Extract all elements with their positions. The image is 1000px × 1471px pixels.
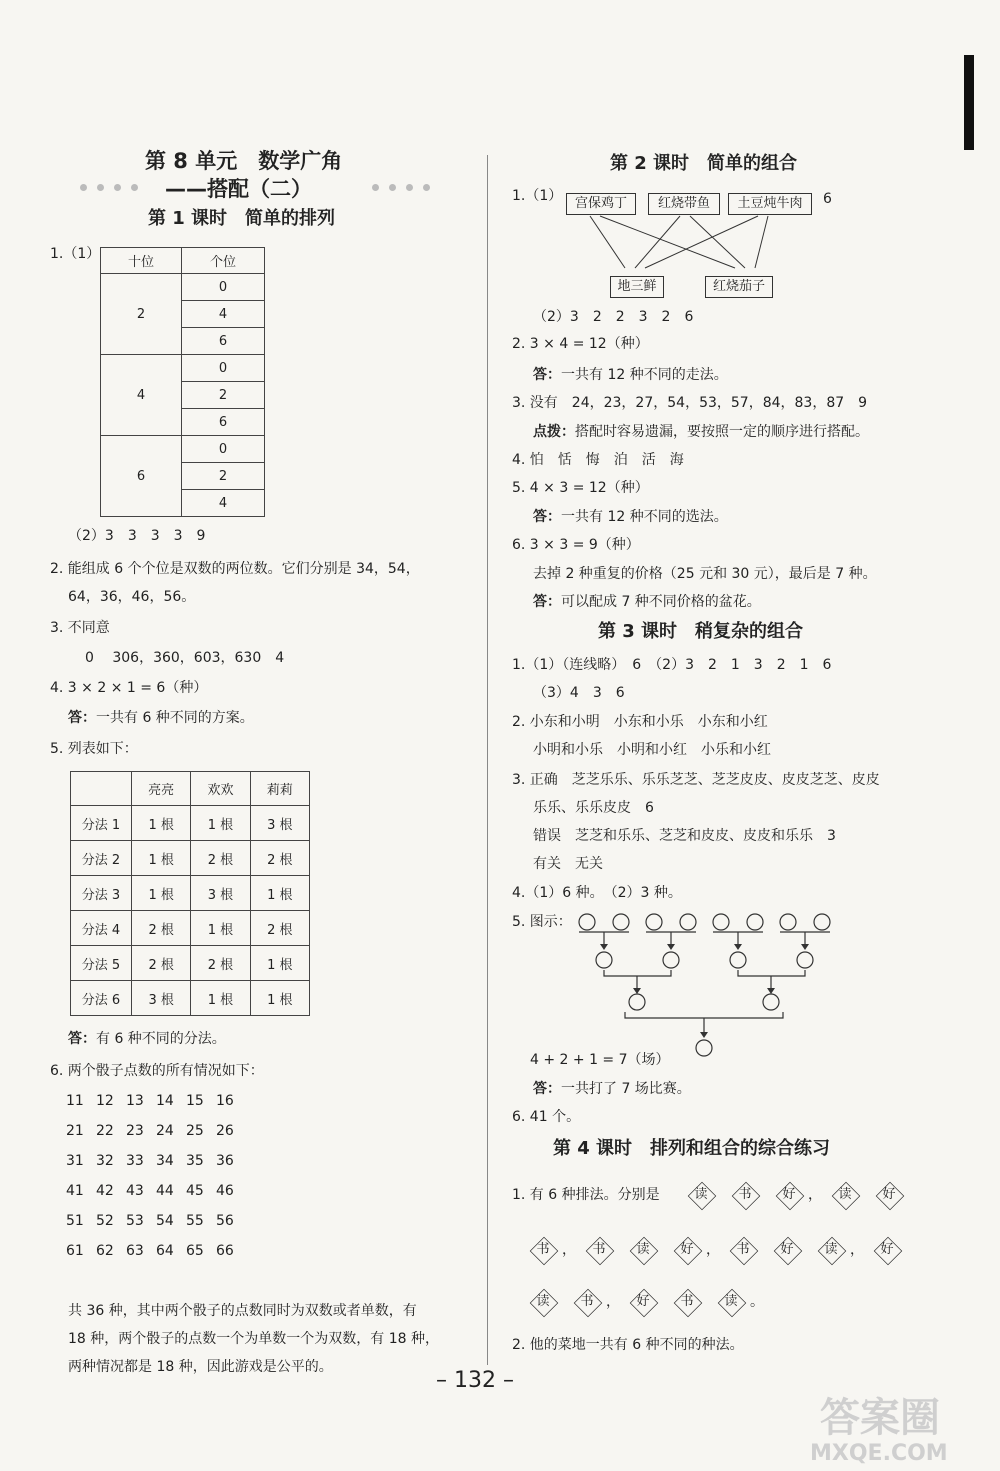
word-diamond: 读 [832, 1182, 858, 1208]
dice-outcome: 23 [126, 1123, 144, 1139]
dice-outcome: 33 [126, 1153, 144, 1169]
dice-outcome: 16 [216, 1093, 234, 1109]
team-circle [780, 914, 796, 930]
dice-outcome: 44 [156, 1183, 174, 1199]
q2-line1: 2. 能组成 6 个个位是双数的两位数。它们分别是 34，54， [50, 561, 420, 577]
edge-mark [964, 55, 974, 150]
dice-outcome: 26 [216, 1123, 234, 1139]
row-label: 分法 2 [71, 841, 132, 876]
dice-outcome: 51 [66, 1213, 84, 1229]
dice-outcome: 52 [96, 1213, 114, 1229]
r2: 2. 3 × 4 = 12（种） [512, 336, 649, 352]
separator: ， [706, 1242, 720, 1258]
s4: 4.（1）6 种。 （2）3 种。 [512, 885, 682, 901]
s6: 6. 41 个。 [512, 1109, 581, 1125]
arrowheads [600, 944, 809, 950]
s2-line2: 小明和小乐 小明和小红 小乐和小红 [533, 742, 771, 758]
word-diamond: 书 [732, 1182, 758, 1208]
winner-circle [730, 952, 746, 968]
dice-outcome: 32 [96, 1153, 114, 1169]
table-cell: 1 根 [132, 806, 191, 841]
r6-detail: 去掉 2 种重复的价格（25 元和 30 元），最后是 7 种。 [533, 566, 877, 582]
r3: 3. 没有 24，23，27，54，53，57，84，83，87 9 [512, 395, 868, 411]
dice-outcome: 62 [96, 1243, 114, 1259]
s5-answer: 答：一共打了 7 场比赛。 [533, 1081, 691, 1097]
connect-line [690, 216, 745, 268]
word-diamond: 读 [718, 1289, 744, 1315]
team-circle [713, 914, 729, 930]
tens-cell: 4 [101, 355, 182, 436]
r1-part2: （2）3 2 2 3 2 6 [533, 309, 694, 325]
table-cell: 3 根 [132, 981, 191, 1016]
r5: 5. 4 × 3 = 12（种） [512, 480, 649, 496]
ones-cell: 2 [182, 463, 265, 490]
row-label: 分法 1 [71, 806, 132, 841]
tournament-diagram [565, 908, 845, 1073]
r5-answer: 答：一共有 12 种不同的选法。 [533, 509, 728, 525]
table-cell: 2 根 [191, 841, 250, 876]
dice-outcome: 13 [126, 1093, 144, 1109]
q3-line1: 3. 不同意 [50, 620, 110, 636]
s2-line1: 2. 小东和小明 小东和小乐 小东和小红 [512, 714, 768, 730]
table-cell: 2 根 [132, 946, 191, 981]
dice-outcome: 66 [216, 1243, 234, 1259]
word-diamond: 好 [630, 1289, 656, 1315]
connect-line [645, 216, 758, 268]
q6-line1: 6. 两个骰子点数的所有情况如下： [50, 1063, 264, 1079]
dish-box-top: 土豆炖牛肉 [728, 193, 812, 215]
watermark-url: MXQE.COM [810, 1441, 948, 1466]
s5-equation: 4 + 2 + 1 = 7（场） [530, 1052, 670, 1068]
ones-cell: 0 [182, 355, 265, 382]
s3-line1: 3. 正确 芝芝乐乐、乐乐芝芝、芝芝皮皮、皮皮芝芝、皮皮 [512, 772, 880, 788]
team-circle [747, 914, 763, 930]
dice-outcome: 65 [186, 1243, 204, 1259]
dice-outcome: 11 [66, 1093, 84, 1109]
r4: 4. 怕 恬 悔 泊 活 海 [512, 452, 684, 468]
r1-label: 1.（1） [512, 188, 563, 204]
ones-cell: 6 [182, 409, 265, 436]
row-label: 分法 6 [71, 981, 132, 1016]
r6-answer: 答：可以配成 7 种不同价格的盆花。 [533, 594, 761, 610]
team-circle [613, 914, 629, 930]
header-tens: 十位 [101, 248, 182, 274]
table-cell: 1 根 [191, 806, 250, 841]
separator: ， [562, 1242, 576, 1258]
q6-conclusion-2: 18 种，两个骰子的点数一个为单数一个为双数，有 18 种， [68, 1331, 439, 1347]
ones-cell: 0 [182, 436, 265, 463]
word-diamond: 好 [874, 1237, 900, 1263]
word-diamond: 书 [574, 1289, 600, 1315]
page-number: – 132 – [436, 1368, 514, 1393]
dish-box-bottom: 地三鲜 [610, 276, 664, 298]
r6: 6. 3 × 3 = 9（种） [512, 537, 640, 553]
header-cell [71, 772, 132, 806]
word-diamond: 读 [530, 1289, 556, 1315]
word-diamond: 好 [776, 1182, 802, 1208]
team-circle [814, 914, 830, 930]
dice-outcome: 12 [96, 1093, 114, 1109]
ones-cell: 2 [182, 382, 265, 409]
table-cell: 1 根 [132, 876, 191, 911]
semifinal-circle [763, 994, 779, 1010]
q1-label: 1.（1） [50, 246, 101, 262]
r2-answer: 答：一共有 12 种不同的走法。 [533, 367, 728, 383]
q5-line1: 5. 列表如下： [50, 741, 138, 757]
table-cell: 3 根 [250, 806, 309, 841]
t2: 2. 他的菜地一共有 6 种不同的种法。 [512, 1337, 744, 1353]
dice-outcome: 35 [186, 1153, 204, 1169]
dice-outcome: 45 [186, 1183, 204, 1199]
separator: ， [808, 1187, 822, 1203]
lesson3-title: 第 3 课时 稍复杂的组合 [598, 621, 804, 642]
row-label: 分法 3 [71, 876, 132, 911]
word-diamond: 好 [674, 1237, 700, 1263]
s1: 1.（1）（连线略） 6 （2）3 2 1 3 2 1 6 [512, 657, 832, 673]
dice-outcome: 56 [216, 1213, 234, 1229]
dice-outcome: 31 [66, 1153, 84, 1169]
dice-outcome: 14 [156, 1093, 174, 1109]
decor-dots-left [80, 176, 148, 186]
word-diamond: 好 [774, 1237, 800, 1263]
team-circle [646, 914, 662, 930]
dice-outcome: 34 [156, 1153, 174, 1169]
dice-outcome: 64 [156, 1243, 174, 1259]
dice-outcome: 22 [96, 1123, 114, 1139]
dice-outcome: 46 [216, 1183, 234, 1199]
word-diamond: 读 [688, 1182, 714, 1208]
q1-part2: （2）3 3 3 3 9 [68, 528, 206, 544]
decor-dots-right [372, 176, 440, 186]
q4-answer: 答：一共有 6 种不同的方案。 [68, 710, 254, 726]
s3-line4: 有关 无关 [533, 856, 603, 872]
word-diamond: 书 [674, 1289, 700, 1315]
dice-outcome: 63 [126, 1243, 144, 1259]
row-label: 分法 5 [71, 946, 132, 981]
dice-outcome: 54 [156, 1213, 174, 1229]
division-table [70, 771, 310, 1016]
round1-connectors [579, 932, 830, 948]
winner-circle [797, 952, 813, 968]
s3-line3: 错误 芝芝和乐乐、芝芝和皮皮、皮皮和乐乐 3 [533, 828, 836, 844]
lesson2-title: 第 2 课时 简单的组合 [610, 153, 798, 174]
q2-line2: 64，36，46，56。 [68, 589, 196, 605]
tens-cell: 6 [101, 436, 182, 517]
column-divider [487, 155, 488, 1365]
word-diamond: 读 [818, 1237, 844, 1263]
dice-outcome: 15 [186, 1093, 204, 1109]
t1: 1. 有 6 种排法。分别是 [512, 1187, 660, 1203]
r3-tip: 点拨：搭配时容易遗漏，要按照一定的顺序进行搭配。 [533, 424, 869, 440]
word-diamond: 书 [730, 1237, 756, 1263]
word-diamond: 好 [876, 1182, 902, 1208]
q3-line2: 0 306，360，603，630 4 [85, 650, 285, 666]
separator: ， [606, 1294, 620, 1310]
dice-outcome: 24 [156, 1123, 174, 1139]
ones-cell: 0 [182, 274, 265, 301]
end-period: 。 [750, 1294, 764, 1310]
dice-outcome: 42 [96, 1183, 114, 1199]
unit-title: 第 8 单元 数学广角 [145, 149, 343, 173]
q4-line1: 4. 3 × 2 × 1 = 6（种） [50, 680, 208, 696]
row-label: 分法 4 [71, 911, 132, 946]
dish-box-top: 红烧带鱼 [648, 193, 720, 215]
table-cell: 2 根 [191, 946, 250, 981]
table-cell: 3 根 [191, 876, 250, 911]
dish-box-top: 宫保鸡丁 [566, 193, 636, 215]
dice-outcome: 53 [126, 1213, 144, 1229]
ones-cell: 4 [182, 490, 265, 517]
table-cell: 2 根 [250, 911, 309, 946]
header-ones: 个位 [182, 248, 265, 274]
header-cell: 欢欢 [191, 772, 250, 806]
s1-part3: （3）4 3 6 [533, 685, 625, 701]
table-cell: 2 根 [132, 911, 191, 946]
winner-circle [663, 952, 679, 968]
word-diamond: 书 [586, 1237, 612, 1263]
header-cell: 莉莉 [250, 772, 309, 806]
team-circle [579, 914, 595, 930]
q5-answer: 答：有 6 种不同的分法。 [68, 1031, 226, 1047]
team-circle [680, 914, 696, 930]
unit-subtitle: ——搭配（二） [165, 177, 312, 201]
lesson4-title: 第 4 课时 排列和组合的综合练习 [553, 1138, 831, 1159]
dice-outcome: 25 [186, 1123, 204, 1139]
dice-outcome: 36 [216, 1153, 234, 1169]
dice-outcome: 43 [126, 1183, 144, 1199]
semifinal-circle [629, 994, 645, 1010]
table-cell: 1 根 [250, 876, 309, 911]
winner-circle [596, 952, 612, 968]
table-cell: 2 根 [250, 841, 309, 876]
connect-line [755, 216, 768, 268]
dice-outcome: 61 [66, 1243, 84, 1259]
ones-cell: 4 [182, 301, 265, 328]
word-diamond: 读 [630, 1237, 656, 1263]
dice-outcome: 55 [186, 1213, 204, 1229]
table-cell: 1 根 [191, 911, 250, 946]
table-cell: 1 根 [250, 946, 309, 981]
header-cell: 亮亮 [132, 772, 191, 806]
separator: ， [850, 1242, 864, 1258]
connect-line [635, 216, 680, 268]
q6-conclusion-3: 两种情况都是 18 种，因此游戏是公平的。 [68, 1359, 333, 1375]
ones-cell: 6 [182, 328, 265, 355]
table-cell: 1 根 [191, 981, 250, 1016]
table-cell: 1 根 [132, 841, 191, 876]
champion-circle [696, 1040, 712, 1056]
q6-conclusion-1: 共 36 种，其中两个骰子的点数同时为双数或者单数，有 [68, 1303, 417, 1319]
dice-outcome: 41 [66, 1183, 84, 1199]
s3-line2: 乐乐、乐乐皮皮 6 [533, 800, 654, 816]
word-diamond: 书 [530, 1237, 556, 1263]
place-value-table [100, 247, 265, 517]
lesson1-title: 第 1 课时 简单的排列 [148, 208, 336, 229]
dice-outcome: 21 [66, 1123, 84, 1139]
s5: 5. 图示： [512, 914, 572, 930]
r1-count: 6 [823, 191, 832, 207]
tens-cell: 2 [101, 274, 182, 355]
dish-box-bottom: 红烧茄子 [705, 276, 773, 298]
watermark-logo: 答案圈 [820, 1395, 940, 1441]
table-cell: 1 根 [250, 981, 309, 1016]
